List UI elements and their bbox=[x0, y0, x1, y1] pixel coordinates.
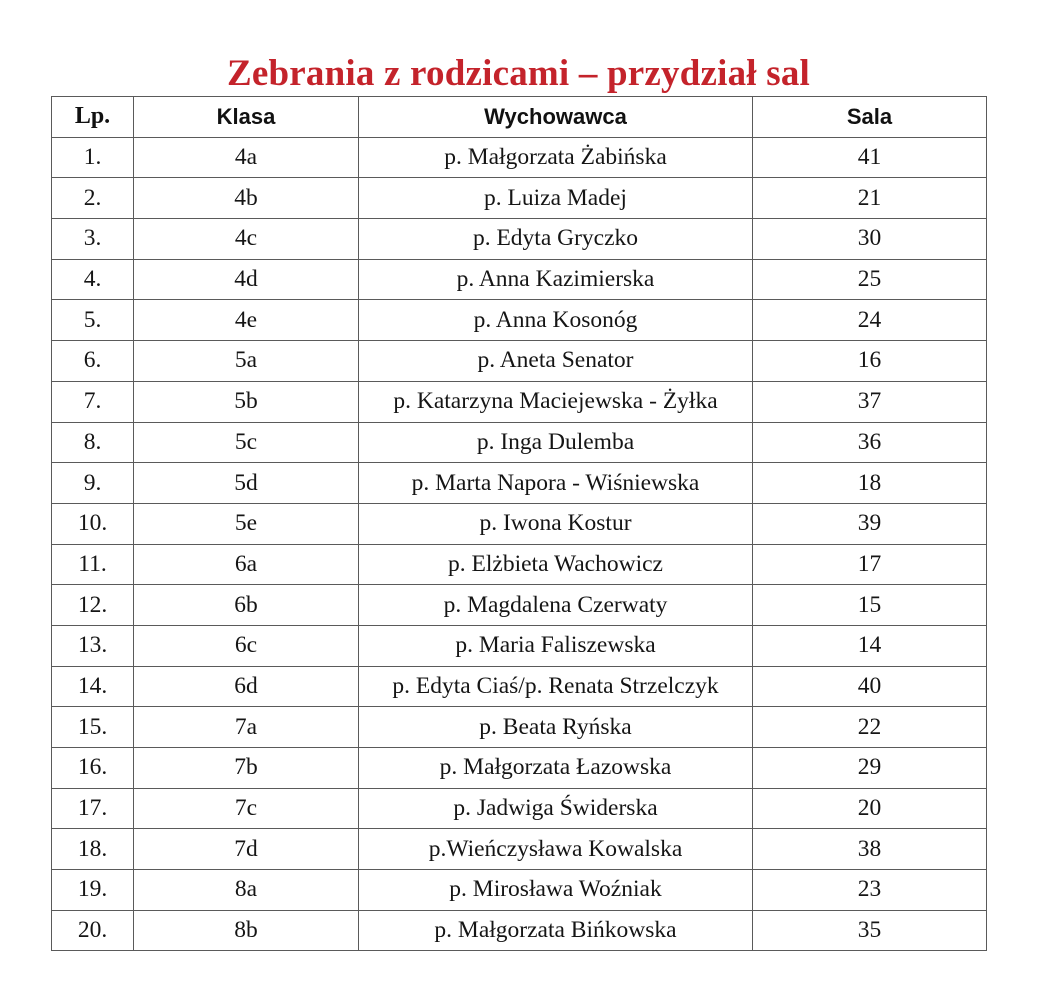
cell-klasa: 6d bbox=[134, 666, 359, 707]
cell-lp: 17. bbox=[52, 788, 134, 829]
cell-wychowawca: p. Edyta Ciaś/p. Renata Strzelczyk bbox=[359, 666, 753, 707]
cell-sala: 23 bbox=[753, 870, 987, 911]
cell-klasa: 7a bbox=[134, 707, 359, 748]
cell-klasa: 8b bbox=[134, 910, 359, 951]
cell-sala: 21 bbox=[753, 178, 987, 219]
cell-sala: 25 bbox=[753, 259, 987, 300]
cell-lp: 20. bbox=[52, 910, 134, 951]
cell-lp: 2. bbox=[52, 178, 134, 219]
cell-klasa: 4e bbox=[134, 300, 359, 341]
cell-klasa: 5b bbox=[134, 381, 359, 422]
cell-klasa: 4d bbox=[134, 259, 359, 300]
cell-sala: 40 bbox=[753, 666, 987, 707]
cell-klasa: 5a bbox=[134, 341, 359, 382]
cell-sala: 29 bbox=[753, 748, 987, 789]
cell-lp: 16. bbox=[52, 748, 134, 789]
cell-lp: 10. bbox=[52, 503, 134, 544]
table-row bbox=[52, 381, 987, 422]
cell-sala: 38 bbox=[753, 829, 987, 870]
table-row bbox=[52, 829, 987, 870]
cell-sala: 24 bbox=[753, 300, 987, 341]
table-row bbox=[52, 503, 987, 544]
table-row bbox=[52, 300, 987, 341]
cell-klasa: 7d bbox=[134, 829, 359, 870]
page-title: Zebrania z rodzicami – przydział sal bbox=[226, 53, 811, 94]
cell-lp: 7. bbox=[52, 381, 134, 422]
cell-lp: 5. bbox=[52, 300, 134, 341]
cell-wychowawca: p. Maria Faliszewska bbox=[359, 625, 753, 666]
room-assignment-table bbox=[51, 96, 987, 951]
header-sala: Sala bbox=[753, 97, 987, 138]
cell-lp: 3. bbox=[52, 219, 134, 260]
cell-sala: 16 bbox=[753, 341, 987, 382]
cell-klasa: 4a bbox=[134, 137, 359, 178]
table-row bbox=[52, 910, 987, 951]
cell-wychowawca: p. Jadwiga Świderska bbox=[359, 788, 753, 829]
cell-lp: 18. bbox=[52, 829, 134, 870]
table-row bbox=[52, 625, 987, 666]
cell-sala: 30 bbox=[753, 219, 987, 260]
cell-lp: 13. bbox=[52, 625, 134, 666]
cell-lp: 6. bbox=[52, 341, 134, 382]
cell-sala: 20 bbox=[753, 788, 987, 829]
cell-lp: 15. bbox=[52, 707, 134, 748]
cell-klasa: 5e bbox=[134, 503, 359, 544]
cell-wychowawca: p. Edyta Gryczko bbox=[359, 219, 753, 260]
cell-lp: 19. bbox=[52, 870, 134, 911]
cell-klasa: 6b bbox=[134, 585, 359, 626]
cell-klasa: 6a bbox=[134, 544, 359, 585]
cell-lp: 9. bbox=[52, 463, 134, 504]
cell-wychowawca: p. Elżbieta Wachowicz bbox=[359, 544, 753, 585]
table-row bbox=[52, 666, 987, 707]
table-row bbox=[52, 341, 987, 382]
cell-lp: 14. bbox=[52, 666, 134, 707]
cell-wychowawca: p. Anna Kosonóg bbox=[359, 300, 753, 341]
cell-wychowawca: p.Wieńczysława Kowalska bbox=[359, 829, 753, 870]
table-row bbox=[52, 544, 987, 585]
table-row bbox=[52, 463, 987, 504]
cell-sala: 41 bbox=[753, 137, 987, 178]
cell-wychowawca: p. Luiza Madej bbox=[359, 178, 753, 219]
cell-lp: 12. bbox=[52, 585, 134, 626]
cell-wychowawca: p. Małgorzata Łazowska bbox=[359, 748, 753, 789]
table-row bbox=[52, 748, 987, 789]
cell-lp: 1. bbox=[52, 137, 134, 178]
cell-lp: 8. bbox=[52, 422, 134, 463]
table-row bbox=[52, 178, 987, 219]
cell-wychowawca: p. Aneta Senator bbox=[359, 341, 753, 382]
cell-lp: 4. bbox=[52, 259, 134, 300]
cell-wychowawca: p. Magdalena Czerwaty bbox=[359, 585, 753, 626]
cell-wychowawca: p. Beata Ryńska bbox=[359, 707, 753, 748]
cell-sala: 14 bbox=[753, 625, 987, 666]
cell-klasa: 5d bbox=[134, 463, 359, 504]
table-row bbox=[52, 870, 987, 911]
cell-klasa: 8a bbox=[134, 870, 359, 911]
cell-wychowawca: p. Marta Napora - Wiśniewska bbox=[359, 463, 753, 504]
cell-sala: 17 bbox=[753, 544, 987, 585]
cell-sala: 15 bbox=[753, 585, 987, 626]
table-row bbox=[52, 137, 987, 178]
table-header-row bbox=[52, 97, 987, 138]
header-lp: Lp. bbox=[52, 97, 134, 138]
cell-klasa: 4c bbox=[134, 219, 359, 260]
header-klasa: Klasa bbox=[134, 97, 359, 138]
cell-klasa: 4b bbox=[134, 178, 359, 219]
cell-sala: 37 bbox=[753, 381, 987, 422]
cell-sala: 36 bbox=[753, 422, 987, 463]
table-row bbox=[52, 788, 987, 829]
cell-wychowawca: p. Iwona Kostur bbox=[359, 503, 753, 544]
cell-sala: 18 bbox=[753, 463, 987, 504]
table-row bbox=[52, 422, 987, 463]
cell-klasa: 7b bbox=[134, 748, 359, 789]
table-row bbox=[52, 707, 987, 748]
cell-sala: 35 bbox=[753, 910, 987, 951]
cell-klasa: 7c bbox=[134, 788, 359, 829]
cell-wychowawca: p. Katarzyna Maciejewska - Żyłka bbox=[359, 381, 753, 422]
cell-sala: 22 bbox=[753, 707, 987, 748]
table-row bbox=[52, 585, 987, 626]
cell-wychowawca: p. Małgorzata Żabińska bbox=[359, 137, 753, 178]
header-wychowawca: Wychowawca bbox=[359, 97, 753, 138]
cell-sala: 39 bbox=[753, 503, 987, 544]
cell-wychowawca: p. Małgorzata Bińkowska bbox=[359, 910, 753, 951]
cell-wychowawca: p. Anna Kazimierska bbox=[359, 259, 753, 300]
table-row bbox=[52, 219, 987, 260]
table-row bbox=[52, 259, 987, 300]
cell-wychowawca: p. Mirosława Woźniak bbox=[359, 870, 753, 911]
cell-klasa: 6c bbox=[134, 625, 359, 666]
cell-klasa: 5c bbox=[134, 422, 359, 463]
cell-lp: 11. bbox=[52, 544, 134, 585]
cell-wychowawca: p. Inga Dulemba bbox=[359, 422, 753, 463]
